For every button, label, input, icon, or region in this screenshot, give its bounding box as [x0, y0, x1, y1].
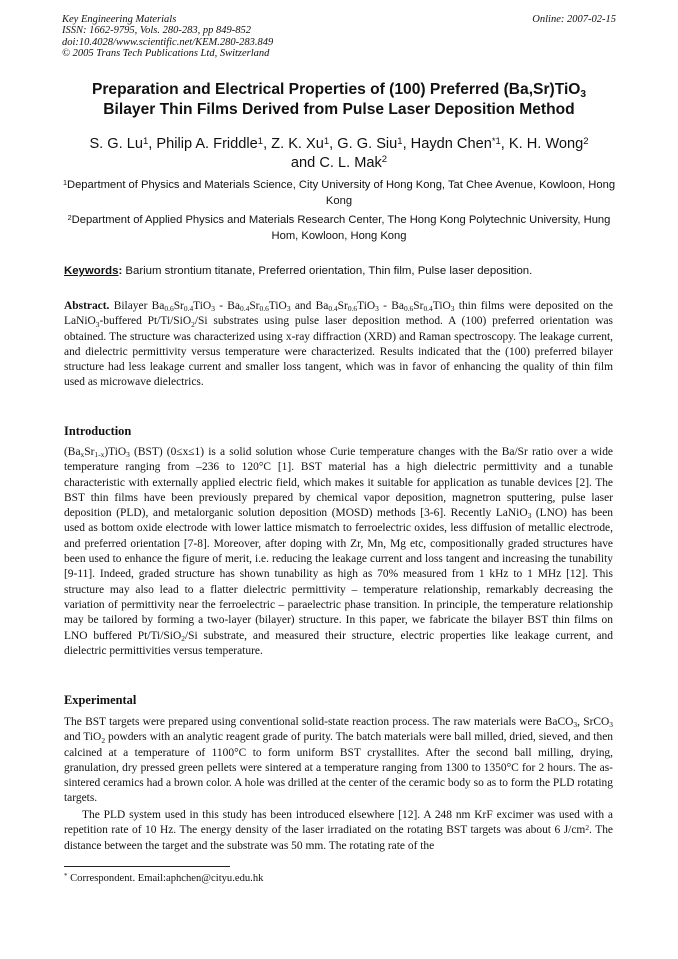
footnote: * Correspondent. Email:aphchen@cityu.edu.hk: [64, 872, 264, 884]
abstract-paragraph: Abstract. Bilayer $Ba_{0.6}Sr_{0.4}TiO_3 - Ba_{0.4}Sr_{0.6}TiO_3$ and $Ba_{0.4}Sr_{0.6}TiO_3 - Ba_{0.6}Sr_{0.4}TiO_3$ thin films were deposited on the LaNiO$_3$-buffered Pt/Ti/SiO$_2$/Si substrates using pulse laser deposition method. A (100) preferred orientation was obtained. The structure was characterized using x-ray diffraction (XRD) and Raman spectroscopy. The leakage current, and dielectric permittivity versus temperature were characterized. Results indicated that the (100) preferred bilayer structure had less leakage current and smaller loss tangent, which was in favor of enhancing the quality of thin film used as microwave dielectrics.: [64, 300, 614, 389]
author-list: S. G. Lu$^1$, Philip A. Friddle$^1$, Z. K. Xu$^1$, G. G. Siu$^1$, Haydn Chen$^{*1}$, K. H. Wong$^2$ and C. L. Mak$^2$: [89, 135, 589, 171]
abstract-label: Abstract.: [64, 300, 110, 312]
doi-line: doi:10.4028/www.scientific.net/KEM.280-283.849: [62, 36, 274, 48]
introduction-heading: Introduction: [64, 424, 132, 438]
introduction-paragraph: $(Ba_xSr_{1-x})TiO_3$ (BST) (0≤x≤1) is a solid solution whose Curie temperature changes with the Ba/Sr ratio over a wide temperature ranging from –236 to 120°C [1]. BST material has a high dielectric permittivity and a tunable characteristic with externally applied electric field, which makes it suitable for application as tunable devices [2]. The BST thin films have been previously prepared by chemical vapor deposition, magnetron sputtering, pulse laser deposition (PLD), and metalorganic solution deposition (MOSD) methods [3-6]. Recently LaNiO$_3$ (LNO) has been used as bottom oxide electrode with lower lattice mismatch to ferroelectric oxides, less diffusion of metallic electrode, and preferred orientation [7-8]. Moreover, after doping with Zr, Mn, Mg etc, compositionally graded structures have been used to enhance the figure of merit, i.e. reducing the leakage current and loss tangent and increasing the tunability [9-11]. Indeed, graded structure has shown tunability as high as 70% measured from 1 kHz to 1 MHz [12]. This structure may also lead to a flatter dielectric permittivity – temperature relationship, remarkably decreasing the variation of permittivity near the ferroelectric – paraelectric phase transition. In principle, the temperature relationship may be tailored by forming a two-layer (bilayer) structure. In this paper, we fabricate the bilayer BST thin films on LNO buffered Pt/Ti/SiO$_2$/Si substrate, and measured their structure, electric properties like leakage current, and dielectric permittivities versus temperature.: [64, 446, 613, 657]
journal-header: [62, 14, 616, 60]
online-date: Online: 2007-02-15: [532, 14, 616, 25]
paper-title: [30, 80, 648, 119]
copyright-line: © 2005 Trans Tech Publications Ltd, Switzerland: [62, 48, 270, 60]
title-line-2: Bilayer Thin Films Derived from Pulse Laser Deposition Method: [103, 100, 575, 118]
title-line-1: Preparation and Electrical Properties of (100) Preferred (Ba,Sr)TiO$_3$: [91, 81, 587, 101]
experimental-paragraph-1: The BST targets were prepared using conventional solid-state reaction process. The raw materials were BaCO$_3$, SrCO$_3$ and TiO$_2$ powders with an analytic reagent grade of purity. The batch materials were ball milled, dried, sieved, and then calcined at a temperature of 1100°C to form uniform BST crystallites. After the second ball milling, drying, granulation, dry pressed green pellets were sintered at a temperature ranging from 1300 to 1350°C for 2 hours. The as-sintered ceramics had a brown color. A hole was drilled at the center of the ceramic body so as to form the PLD rotating targets.: [64, 716, 613, 805]
affiliation-2: $^2$Department of Applied Physics and Materials Research Center, The Hong Kong Polytechnic University, Hung Hom, Kowloon, Hong Kong: [67, 212, 611, 242]
footnote-divider: [64, 866, 230, 867]
keywords: Keywords: Barium strontium titanate, Preferred orientation, Thin film, Pulse laser deposition.: [64, 265, 533, 277]
experimental-paragraph-2: The PLD system used in this study has been introduced elsewhere [12]. A 248 nm KrF excimer was used with a repetition rate of 10 Hz. The energy density of the laser irradiated on the rotating BST targets was about 6 $J/cm^2$. The distance between the target and the substrate was 50 mm. The rotating rate of the: [64, 809, 613, 852]
journal-name: Key Engineering Materials: [62, 14, 177, 25]
affiliation-1: $^1$Department of Physics and Materials Science, City University of Hong Kong, Tat Chee Avenue, Kowloon, Hong Kong: [62, 177, 616, 207]
experimental-heading: Experimental: [64, 693, 137, 707]
issn-line: ISSN: 1662-9795, Vols. 280-283, pp 849-852: [62, 25, 251, 37]
